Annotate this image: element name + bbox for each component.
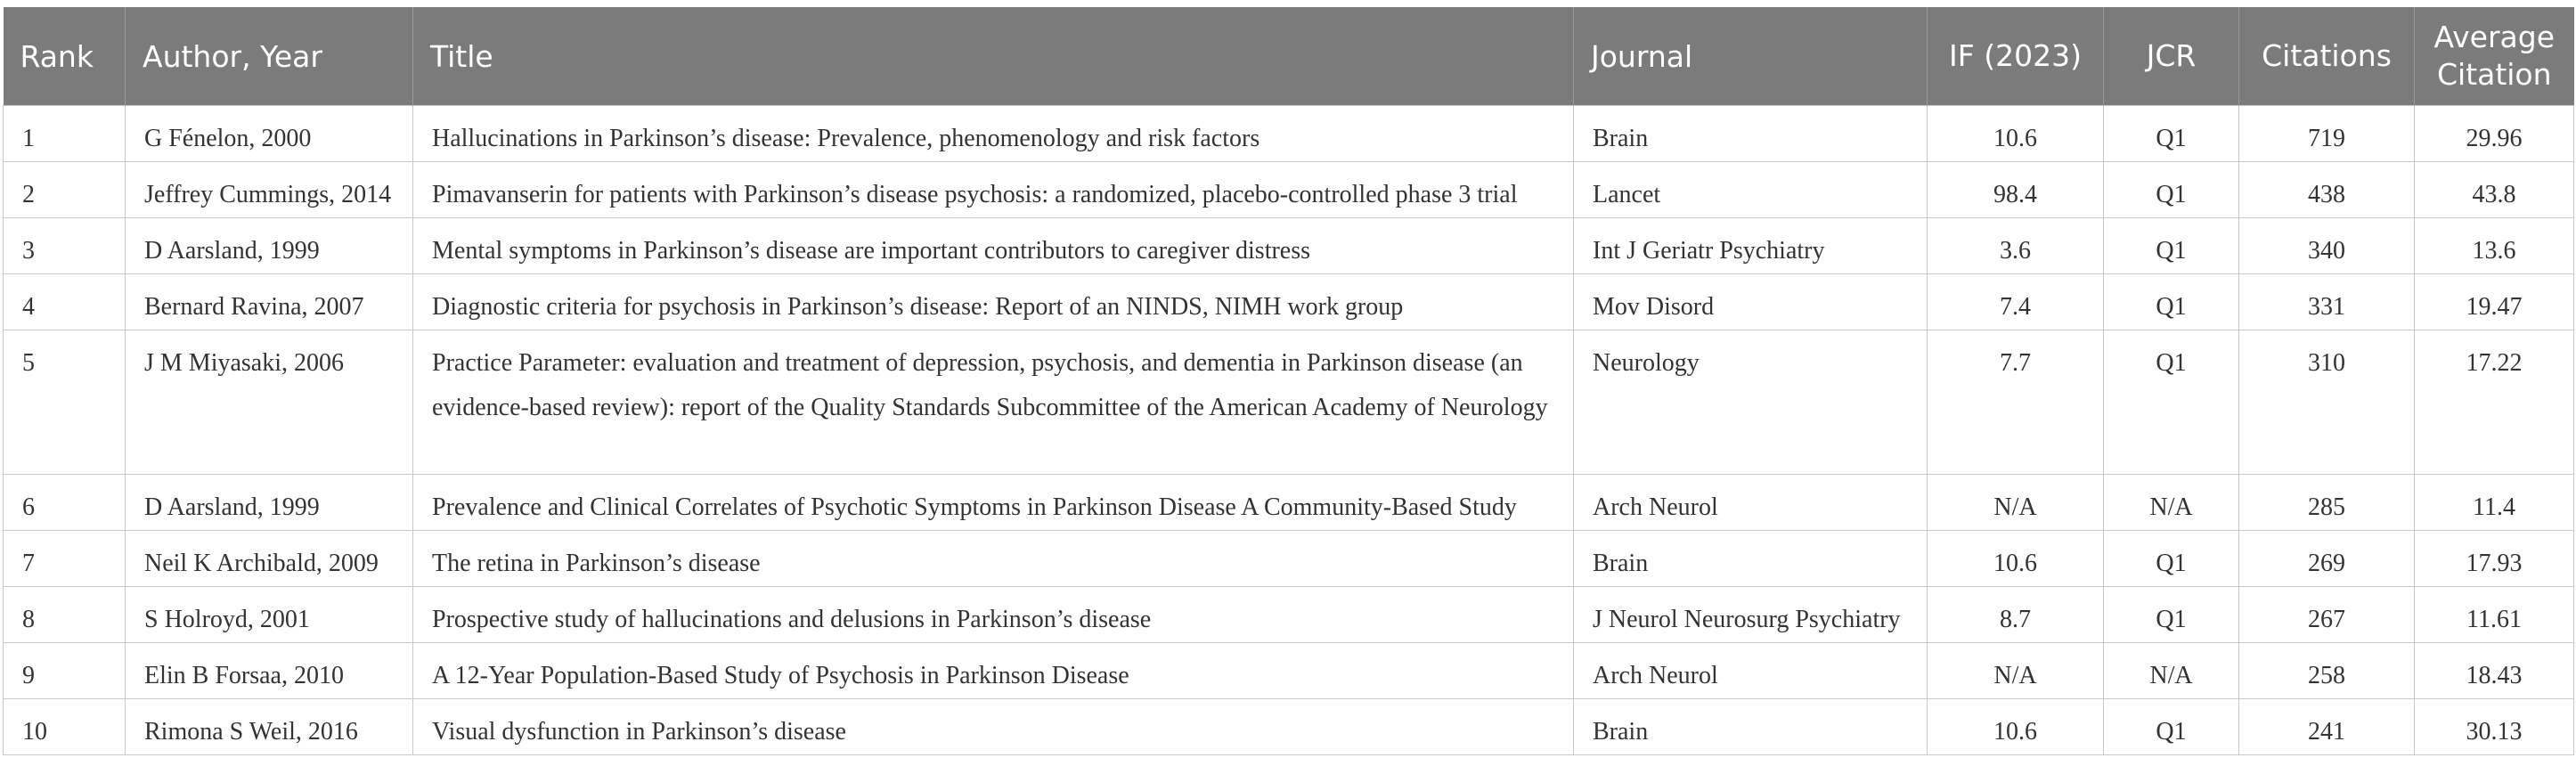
table-row bbox=[4, 643, 2574, 699]
cell-author-year: S Holroyd, 2001 bbox=[126, 587, 413, 643]
cell-title: Hallucinations in Parkinson’s disease: Prevalence, phenomenology and risk factors bbox=[413, 106, 1574, 162]
cell-impact-factor: 3.6 bbox=[1928, 218, 2104, 274]
table-row bbox=[4, 162, 2574, 218]
cell-journal: Neurology bbox=[1574, 330, 1928, 475]
cell-rank: 8 bbox=[4, 587, 126, 643]
cell-average-citation: 43.8 bbox=[2415, 162, 2574, 218]
cell-average-citation: 18.43 bbox=[2415, 643, 2574, 699]
cell-impact-factor: N/A bbox=[1928, 475, 2104, 531]
cell-impact-factor: 10.6 bbox=[1928, 531, 2104, 587]
header-journal: Journal bbox=[1574, 7, 1928, 106]
cell-average-citation: 29.96 bbox=[2415, 106, 2574, 162]
cell-journal: Arch Neurol bbox=[1574, 643, 1928, 699]
cell-rank: 3 bbox=[4, 218, 126, 274]
cell-impact-factor: 8.7 bbox=[1928, 587, 2104, 643]
header-rank: Rank bbox=[4, 7, 126, 106]
header-average-line1: Average bbox=[2433, 20, 2555, 54]
cell-average-citation: 17.93 bbox=[2415, 531, 2574, 587]
cell-title: A 12-Year Population-Based Study of Psychosis in Parkinson Disease bbox=[413, 643, 1574, 699]
cell-rank: 4 bbox=[4, 274, 126, 330]
header-impact-factor: IF (2023) bbox=[1928, 7, 2104, 106]
cell-title: Prospective study of hallucinations and delusions in Parkinson’s disease bbox=[413, 587, 1574, 643]
header-author-year: Author, Year bbox=[126, 7, 413, 106]
cell-impact-factor: 10.6 bbox=[1928, 699, 2104, 755]
cell-average-citation: 19.47 bbox=[2415, 274, 2574, 330]
table-row bbox=[4, 218, 2574, 274]
cell-average-citation: 11.4 bbox=[2415, 475, 2574, 531]
cell-citations: 340 bbox=[2239, 218, 2415, 274]
cell-author-year: Neil K Archibald, 2009 bbox=[126, 531, 413, 587]
header-citations: Citations bbox=[2239, 7, 2415, 106]
cell-jcr: Q1 bbox=[2104, 531, 2239, 587]
cell-citations: 310 bbox=[2239, 330, 2415, 475]
table-header bbox=[4, 7, 2574, 106]
cell-citations: 331 bbox=[2239, 274, 2415, 330]
cell-citations: 719 bbox=[2239, 106, 2415, 162]
cell-title: Practice Parameter: evaluation and treatment of depression, psychosis, and dementia in Parkinson disease (an evidence-based review): report of the Quality Standards Subcommittee of the American Academy of Neurology bbox=[413, 330, 1574, 475]
cell-title: Visual dysfunction in Parkinson’s disease bbox=[413, 699, 1574, 755]
cell-average-citation: 11.61 bbox=[2415, 587, 2574, 643]
cell-impact-factor: 7.7 bbox=[1928, 330, 2104, 475]
cell-citations: 267 bbox=[2239, 587, 2415, 643]
cell-author-year: J M Miyasaki, 2006 bbox=[126, 330, 413, 475]
cell-jcr: Q1 bbox=[2104, 699, 2239, 755]
cell-citations: 258 bbox=[2239, 643, 2415, 699]
cell-author-year: Elin B Forsaa, 2010 bbox=[126, 643, 413, 699]
table-body bbox=[4, 106, 2574, 755]
cell-journal: J Neurol Neurosurg Psychiatry bbox=[1574, 587, 1928, 643]
header-row bbox=[4, 7, 2574, 106]
cell-author-year: Bernard Ravina, 2007 bbox=[126, 274, 413, 330]
cell-citations: 241 bbox=[2239, 699, 2415, 755]
cell-rank: 2 bbox=[4, 162, 126, 218]
cell-rank: 1 bbox=[4, 106, 126, 162]
cell-rank: 10 bbox=[4, 699, 126, 755]
table-row bbox=[4, 274, 2574, 330]
cell-rank: 6 bbox=[4, 475, 126, 531]
cell-jcr: Q1 bbox=[2104, 587, 2239, 643]
header-average-citation bbox=[2415, 7, 2574, 106]
cell-journal: Brain bbox=[1574, 106, 1928, 162]
cell-citations: 285 bbox=[2239, 475, 2415, 531]
cell-title: Mental symptoms in Parkinson’s disease are important contributors to caregiver distress bbox=[413, 218, 1574, 274]
citations-table bbox=[3, 7, 2574, 755]
cell-jcr: Q1 bbox=[2104, 330, 2239, 475]
cell-jcr: Q1 bbox=[2104, 106, 2239, 162]
header-jcr: JCR bbox=[2104, 7, 2239, 106]
cell-jcr: Q1 bbox=[2104, 274, 2239, 330]
table-row bbox=[4, 475, 2574, 531]
cell-journal: Brain bbox=[1574, 531, 1928, 587]
cell-citations: 269 bbox=[2239, 531, 2415, 587]
cell-impact-factor: 7.4 bbox=[1928, 274, 2104, 330]
cell-title: The retina in Parkinson’s disease bbox=[413, 531, 1574, 587]
table-row bbox=[4, 330, 2574, 475]
cell-impact-factor: 98.4 bbox=[1928, 162, 2104, 218]
cell-rank: 9 bbox=[4, 643, 126, 699]
table-row bbox=[4, 531, 2574, 587]
cell-jcr: Q1 bbox=[2104, 218, 2239, 274]
table-row bbox=[4, 106, 2574, 162]
cell-jcr: N/A bbox=[2104, 643, 2239, 699]
cell-author-year: D Aarsland, 1999 bbox=[126, 218, 413, 274]
cell-impact-factor: N/A bbox=[1928, 643, 2104, 699]
cell-title: Diagnostic criteria for psychosis in Parkinson’s disease: Report of an NINDS, NIMH work group bbox=[413, 274, 1574, 330]
table-row bbox=[4, 699, 2574, 755]
header-title: Title bbox=[413, 7, 1574, 106]
cell-author-year: D Aarsland, 1999 bbox=[126, 475, 413, 531]
cell-title: Prevalence and Clinical Correlates of Psychotic Symptoms in Parkinson Disease A Community-Based Study bbox=[413, 475, 1574, 531]
cell-journal: Arch Neurol bbox=[1574, 475, 1928, 531]
cell-average-citation: 13.6 bbox=[2415, 218, 2574, 274]
cell-rank: 7 bbox=[4, 531, 126, 587]
cell-jcr: N/A bbox=[2104, 475, 2239, 531]
cell-jcr: Q1 bbox=[2104, 162, 2239, 218]
cell-impact-factor: 10.6 bbox=[1928, 106, 2104, 162]
header-average-line2: Citation bbox=[2436, 57, 2552, 92]
cell-author-year: Rimona S Weil, 2016 bbox=[126, 699, 413, 755]
cell-average-citation: 17.22 bbox=[2415, 330, 2574, 475]
cell-rank: 5 bbox=[4, 330, 126, 475]
cell-author-year: Jeffrey Cummings, 2014 bbox=[126, 162, 413, 218]
cell-average-citation: 30.13 bbox=[2415, 699, 2574, 755]
cell-journal: Int J Geriatr Psychiatry bbox=[1574, 218, 1928, 274]
cell-title: Pimavanserin for patients with Parkinson’s disease psychosis: a randomized, placebo-controlled phase 3 trial bbox=[413, 162, 1574, 218]
table-row bbox=[4, 587, 2574, 643]
cell-journal: Lancet bbox=[1574, 162, 1928, 218]
cell-author-year: G Fénelon, 2000 bbox=[126, 106, 413, 162]
cell-citations: 438 bbox=[2239, 162, 2415, 218]
cell-journal: Brain bbox=[1574, 699, 1928, 755]
cell-journal: Mov Disord bbox=[1574, 274, 1928, 330]
